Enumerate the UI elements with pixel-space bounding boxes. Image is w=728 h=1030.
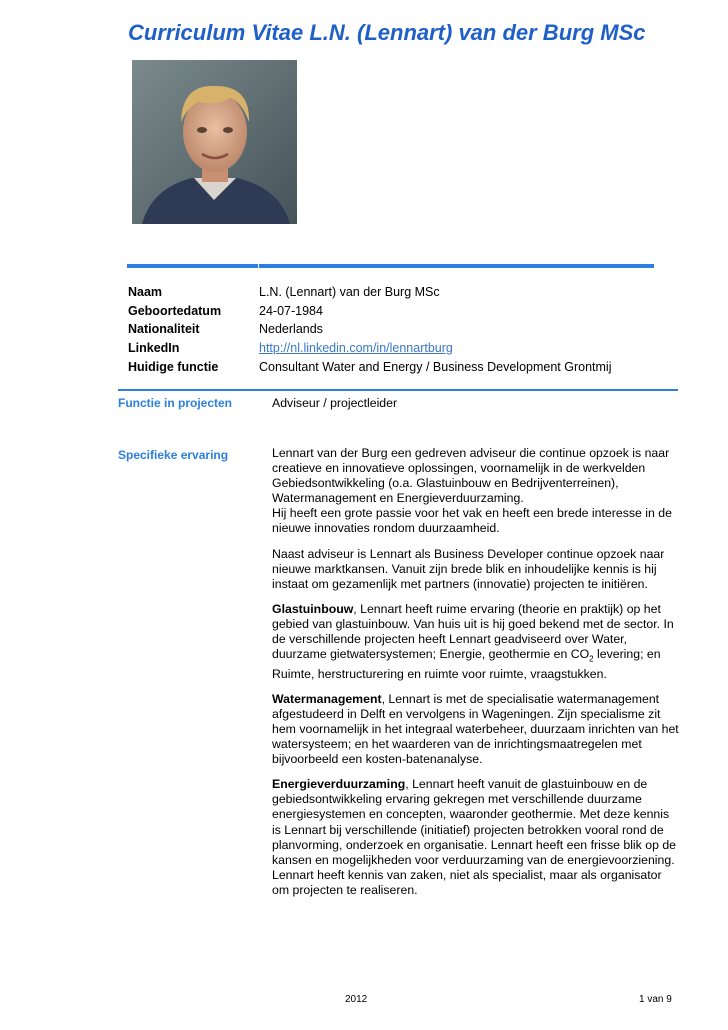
portrait-icon (132, 60, 297, 224)
detail-value: L.N. (Lennart) van der Burg MSc (259, 285, 440, 299)
detail-label: LinkedIn (128, 341, 180, 355)
footer-year: 2012 (345, 994, 368, 1005)
function-value: Adviseur / projectleider (272, 396, 398, 410)
experience-label: Specifieke ervaring (118, 448, 229, 462)
portrait-photo (132, 60, 297, 224)
detail-label: Naam (128, 285, 163, 299)
experience-text (272, 446, 680, 908)
experience-paragraph-1b: Hij heeft een grote passie voor het vak en heeft een brede interesse in de nieuwe innovaties rondom duurzaamheid. (272, 506, 672, 536)
experience-paragraph-2: Naast adviseur is Lennart als Business Developer continue opzoek naar nieuwe marktkansen. Vanuit zijn brede blik en inhoudelijke kennis is hij instaat om gezamenlijk met partners (innovatie) projecten te initiëren. (272, 546, 665, 591)
detail-label: Geboortedatum (128, 304, 222, 318)
detail-label: Nationaliteit (128, 322, 200, 336)
experience-paragraph-energie: Energieverduurzaming, Lennart heeft vanuit de glastuinbouw en de gebiedsontwikkeling ervaring gekregen met verschillende duurzame energiesystemen en concepten, waaronder geothermie. Met deze kennis is Lennart bij verschillende (initiatief) projecten betrokken vooral rond de planvorming, onderzoek en organisatie. Lennart heeft een frisse blik op de kansen en mogelijkheden voor verduurzaming van de energievoorziening. Lennart heeft kennis van zaken, niet als specialist, maar als organisator om projecten te realiseren. (272, 777, 677, 897)
detail-label: Huidige functie (128, 360, 219, 374)
experience-paragraph-glastuinbouw: Glastuinbouw, Lennart heeft ruime ervaring (theorie en praktijk) op het gebied van glastuinbouw. Van huis uit is hij goed bekend met de sector. In de verschillende projecten heeft Lennart geadviseerd over Water, duurzame gietwatersystemen; Energie, geothermie en $CO_2$ levering; en Ruimte, herstructurering en ruimte voor ruimte, vraagstukken. (272, 601, 674, 681)
footer-page-number: 1 van 9 (639, 994, 672, 1005)
detail-value: 24-07-1984 (259, 304, 323, 318)
page-title: Curriculum Vitae L.N. (Lennart) van der Burg MSc (128, 20, 646, 45)
section-divider (127, 264, 654, 268)
detail-value: Nederlands (259, 322, 323, 336)
function-label: Functie in projecten (118, 396, 233, 410)
detail-value: Consultant Water and Energy / Business Development Grontmij (259, 360, 612, 374)
divider-gap (258, 264, 259, 268)
experience-paragraph-1: Lennart van der Burg een gedreven adviseur die continue opzoek is naar creatieve en innovatieve oplossingen, voornamelijk in de werkvelden Gebiedsontwikkeling (o.a. Glastuinbouw en Bedrijventerreinen), Watermanagement en Energieverduurzaming. (272, 446, 670, 506)
experience-paragraph-watermanagement: Watermanagement, Lennart is met de specialisatie watermanagement afgestudeerd in Delft en vervolgens in Wageningen. Zijn specialisme zit hem voornamelijk in het integraal waterbeheer, duurzaam inrichten van het watersysteem; en het waarderen van de inrichtingsmaatregelen met bijvoorbeeld een kosten-batenanalyse. (272, 691, 679, 767)
section-divider-2 (118, 389, 678, 391)
linkedin-link[interactable]: http://nl.linkedin.com/in/lennartburg (259, 341, 453, 355)
